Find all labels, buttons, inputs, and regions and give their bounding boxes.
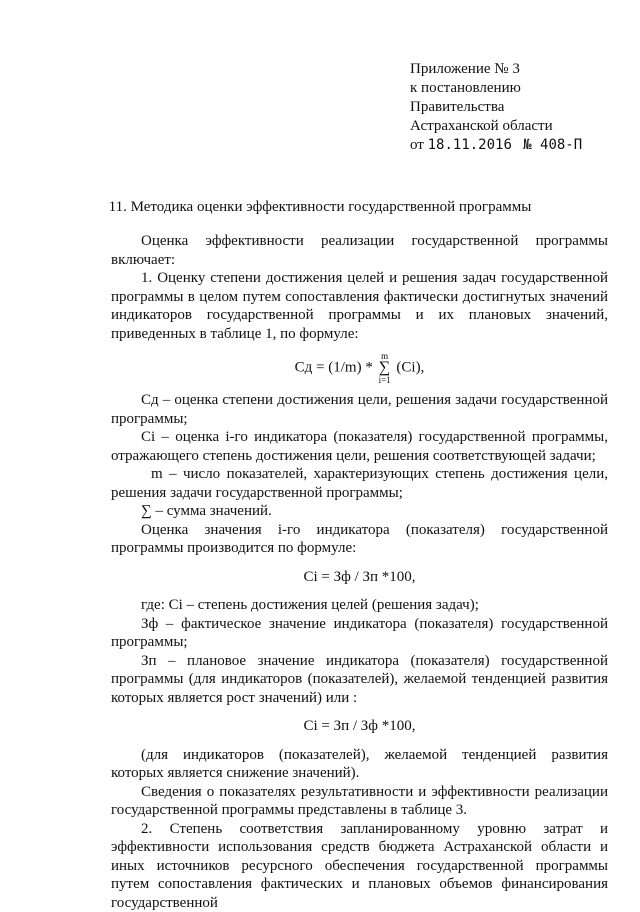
formula-cd-right: (Ci), xyxy=(396,359,424,375)
appendix-line-3: Правительства xyxy=(410,98,582,117)
appendix-date: 18.11.2016 xyxy=(428,137,512,153)
paragraph-1: 1. Оценку степени достижения целей и решения задач государственной программы в целом путем сопоставления фактически достигнутых значений индикаторов государственной программы и их плановых значений, приведенных в таблице 1, по формуле: xyxy=(111,269,608,343)
intro-paragraph: Оценка эффективности реализации государственной программы включает: xyxy=(111,232,608,269)
paragraph-3: (для индикаторов (показателей), желаемой тенденцией развития которых является снижение значений). xyxy=(111,746,608,783)
paragraph-5: 2. Степень соответствия запланированному уровню затрат и эффективности использования средств бюджета Астраханской области и иных источников ресурсного обеспечения государственной программы путем сопоставления фактических и плановых объемов финансирования государственной xyxy=(111,820,608,912)
document-body xyxy=(111,232,608,912)
definition-ci: Сi – оценка i-го индикатора (показателя) государственной программы, отражающего степень достижения цели, решения соответствующей задачи; xyxy=(111,428,608,465)
appendix-date-prefix: от xyxy=(410,137,424,153)
appendix-number: № 408-П xyxy=(523,137,582,153)
appendix-block xyxy=(410,60,582,155)
definition-zp: Зп – плановое значение индикатора (показателя) государственной программы (для индикаторов (показателей), желаемой тенденцией развития которых является рост значений) или : xyxy=(111,652,608,708)
paragraph-2: Оценка значения i-го индикатора (показателя) государственной программы производится по формуле: xyxy=(111,521,608,558)
formula-cd-left: Сд = (1/m) * xyxy=(295,359,373,375)
sigma-symbol: ∑ xyxy=(379,361,391,375)
sum-upper-limit: m xyxy=(381,351,388,361)
formula-ci-growth: Сi = Зф / Зп *100, xyxy=(111,568,608,587)
sum-lower-limit: i=1 xyxy=(379,375,391,385)
sum-operator xyxy=(379,351,391,385)
appendix-line-1: Приложение № 3 xyxy=(410,60,582,79)
definition-cd: Сд – оценка степени достижения цели, решения задачи государственной программы; xyxy=(111,391,608,428)
section-heading: 11. Методика оценки эффективности государственной программы xyxy=(0,199,640,216)
where-ci: где: Сi – степень достижения целей (решения задач); xyxy=(111,596,608,615)
definition-zf: Зф – фактическое значение индикатора (показателя) государственной программы; xyxy=(111,615,608,652)
paragraph-4: Сведения о показателях результативности и эффективности реализации государственной программы представлены в таблице 3. xyxy=(111,783,608,820)
definition-m: m – число показателей, характеризующих степень достижения цели, решения задачи государственной программы; xyxy=(111,465,608,502)
definition-sum: ∑ – сумма значений. xyxy=(111,502,608,521)
formula-cd xyxy=(111,351,608,385)
formula-ci-decline: Сi = Зп / Зф *100, xyxy=(111,717,608,736)
appendix-line-4: Астраханской области xyxy=(410,117,582,136)
appendix-line-2: к постановлению xyxy=(410,79,582,98)
appendix-line-5 xyxy=(410,136,582,155)
